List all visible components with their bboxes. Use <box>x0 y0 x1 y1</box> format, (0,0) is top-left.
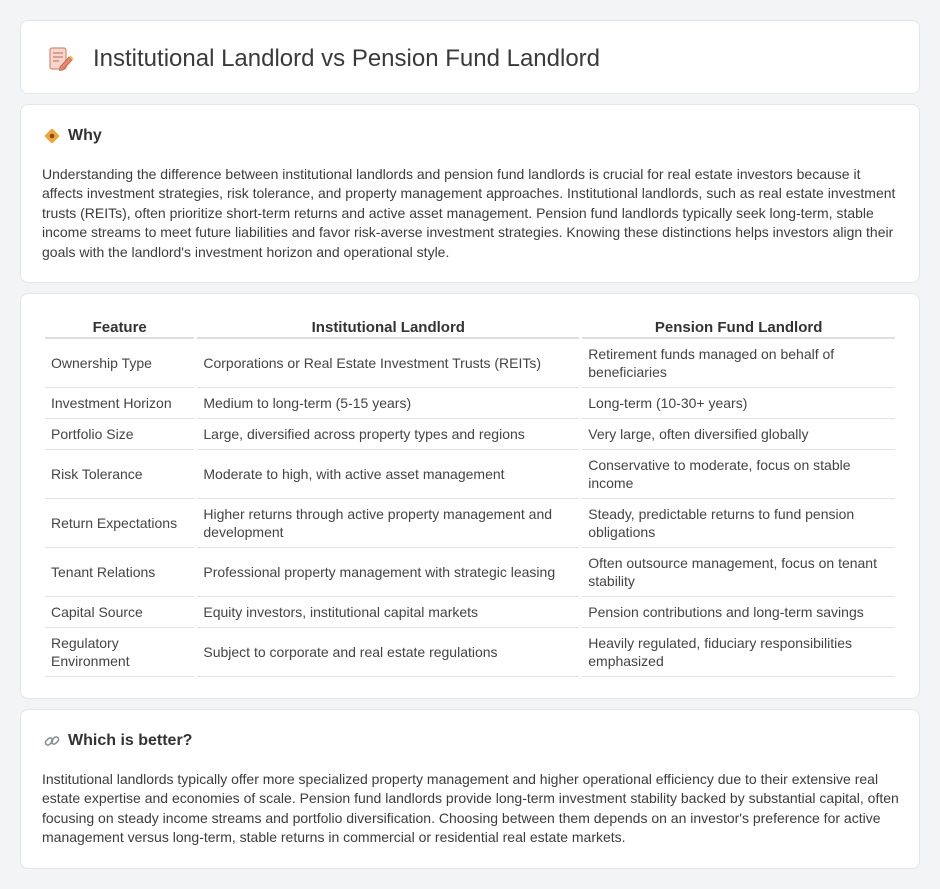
feature-cell: Regulatory Environment <box>45 628 194 677</box>
header-pension: Pension Fund Landlord <box>582 314 895 339</box>
feature-cell: Portfolio Size <box>45 419 194 450</box>
institutional-cell: Medium to long-term (5-15 years) <box>197 388 579 419</box>
pension-cell: Heavily regulated, fiduciary responsibilities emphasized <box>582 628 895 677</box>
institutional-cell: Professional property management with strategic leasing <box>197 548 579 597</box>
comparison-card <box>20 293 920 699</box>
page-title: Institutional Landlord vs Pension Fund Landlord <box>93 45 600 72</box>
feature-cell: Risk Tolerance <box>45 450 194 499</box>
table-row <box>45 419 895 450</box>
why-heading: Why <box>68 127 102 144</box>
pension-cell: Long-term (10-30+ years) <box>582 388 895 419</box>
table-row <box>45 499 895 548</box>
table-row <box>45 450 895 499</box>
why-text: Understanding the difference between institutional landlords and pension fund landlords is crucial for real estate investors because it affects investment strategies, risk tolerance, and property management approaches. Institutional landlords, such as real estate investment trusts (REITs), often prioritize short-term returns and active asset management. Pension fund landlords typically seek long-term, stable income streams to meet future liabilities and favor risk-averse investment strategies. Knowing these distinctions helps investors align their goals with the landlord's investment horizon and operational style. <box>42 166 896 260</box>
institutional-cell: Large, diversified across property types and regions <box>197 419 579 450</box>
title-card <box>20 20 920 94</box>
header-feature: Feature <box>45 314 194 339</box>
document-edit-icon <box>45 44 75 74</box>
why-header <box>43 127 102 145</box>
feature-cell: Tenant Relations <box>45 548 194 597</box>
pension-cell: Pension contributions and long-term savings <box>582 597 895 628</box>
better-text: Institutional landlords typically offer more specialized property management and higher operational efficiency due to their extensive real estate expertise and economies of scale. Pension fund landlords provide long-term investment stability backed by substantial capital, often focusing on steady income streams and portfolio diversification. Choosing between them depends on an investor's preference for active management versus long-term, stable returns in commercial or residential real estate markets. <box>42 771 899 846</box>
institutional-cell: Higher returns through active property management and development <box>197 499 579 548</box>
table-row <box>45 597 895 628</box>
pension-cell: Conservative to moderate, focus on stable income <box>582 450 895 499</box>
institutional-cell: Subject to corporate and real estate regulations <box>197 628 579 677</box>
table-row <box>45 388 895 419</box>
better-card <box>20 709 920 869</box>
pension-cell: Often outsource management, focus on tenant stability <box>582 548 895 597</box>
table-header-row <box>45 314 895 339</box>
institutional-cell: Moderate to high, with active asset management <box>197 450 579 499</box>
header-institutional: Institutional Landlord <box>197 314 579 339</box>
table-row <box>45 339 895 388</box>
pension-cell: Retirement funds managed on behalf of beneficiaries <box>582 339 895 388</box>
table-row <box>45 628 895 677</box>
why-card <box>20 104 920 283</box>
pension-cell: Steady, predictable returns to fund pension obligations <box>582 499 895 548</box>
link-icon <box>43 732 61 750</box>
table-row <box>45 548 895 597</box>
feature-cell: Return Expectations <box>45 499 194 548</box>
pension-cell: Very large, often diversified globally <box>582 419 895 450</box>
comparison-table <box>42 314 898 677</box>
institutional-cell: Corporations or Real Estate Investment Trusts (REITs) <box>197 339 579 388</box>
better-header <box>43 732 192 750</box>
title-row <box>45 41 600 77</box>
diamond-sign-icon <box>43 127 61 145</box>
institutional-cell: Equity investors, institutional capital markets <box>197 597 579 628</box>
better-heading: Which is better? <box>68 732 193 749</box>
feature-cell: Ownership Type <box>45 339 194 388</box>
feature-cell: Capital Source <box>45 597 194 628</box>
feature-cell: Investment Horizon <box>45 388 194 419</box>
